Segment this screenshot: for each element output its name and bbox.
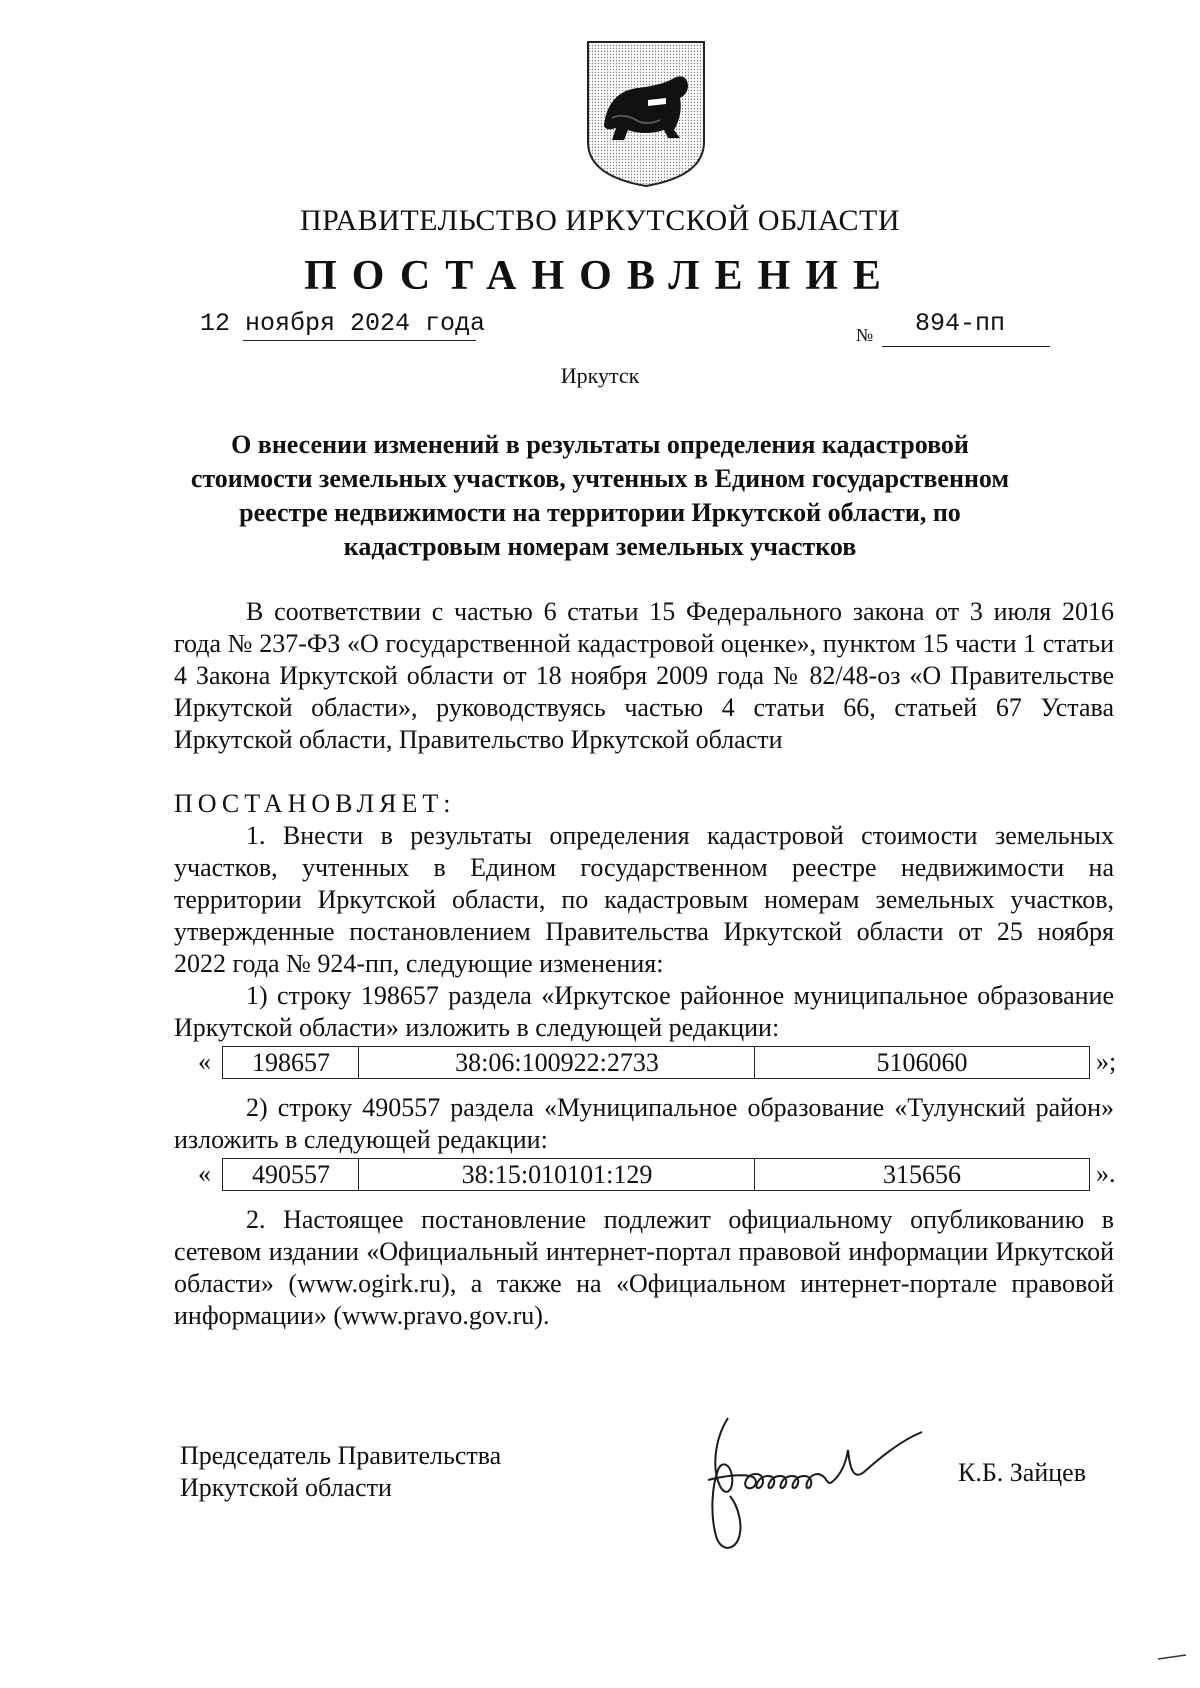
cadastral-number-cell: 38:06:100922:2733 (358, 1046, 755, 1079)
quote-close: »; (1096, 1047, 1117, 1076)
table-row (174, 1158, 1124, 1192)
signature-icon (694, 1410, 944, 1555)
cadastral-number-cell: 38:15:010101:129 (358, 1158, 755, 1191)
document-number: 894-пп (915, 309, 1006, 338)
coat-of-arms-icon (582, 38, 710, 188)
signer-position (180, 1440, 501, 1504)
signer-position-line-1: Председатель Правительства (180, 1441, 502, 1470)
decree-word: ПОСТАНОВЛЯЕТ: (174, 789, 456, 818)
scan-mark-icon (1158, 1654, 1186, 1660)
city: Иркутск (560, 363, 640, 388)
signer-name: К.Б. Зайцев (958, 1458, 1086, 1487)
row-id-cell: 490557 (222, 1158, 359, 1191)
document-date: 12 ноября 2024 года (200, 309, 486, 338)
item-2-paragraph: 2. Настоящее постановление подлежит официальному опубликованию в сетевом издании «Официальный интернет-портал правовой информации Иркутской области» (www.ogirk.ru), а также на «Официальном интернет-портале правовой информации» (www.pravo.gov.ru). (174, 1205, 1114, 1330)
date-underline (243, 340, 476, 341)
document-type: ПОСТАНОВЛЕНИЕ (304, 253, 896, 299)
cadastral-value-cell: 315656 (754, 1158, 1090, 1191)
government-name: ПРАВИТЕЛЬСТВО ИРКУТСКОЙ ОБЛАСТИ (299, 204, 901, 237)
document-title: О внесении изменений в результаты определения кадастровой стоимости земельных участков, учтенных в Едином государственном реестре недвижимости на территории Иркутской области, по кадастровым номерам земельных участков (190, 430, 1010, 561)
subitem-1-paragraph: 1) строку 198657 раздела «Иркутское районное муниципальное образование Иркутской области» изложить в следующей редакции: (174, 981, 1114, 1042)
intro-paragraph: В соответствии с частью 6 статьи 15 Федерального закона от 3 июля 2016 года № 237-ФЗ «О государственной кадастровой оценке», пунктом 15 части 1 статьи 4 Закона Иркутской области от 18 ноября 2009 года № 82/48-оз «О Правительстве Иркутской области», руководствуясь частью 4 статьи 66, статьей 67 Устава Иркутской области, Правительство Иркутской области (174, 597, 1114, 754)
number-underline (882, 346, 1050, 347)
subitem-2-paragraph: 2) строку 490557 раздела «Муниципальное образование «Тулунский район» изложить в следующей редакции: (174, 1093, 1114, 1154)
quote-close: ». (1096, 1159, 1116, 1188)
quote-open: « (198, 1159, 211, 1188)
item-1-paragraph: 1. Внести в результаты определения кадастровой стоимости земельных участков, учтенных в Едином государственном реестре недвижимости на территории Иркутской области, по кадастровым номерам земельных участков, утвержденные постановлением Правительства Иркутской области от 25 ноября 2022 года № 924-пп, следующие изменения: (174, 821, 1114, 978)
signer-position-line-2: Иркутской области (180, 1473, 392, 1502)
quote-open: « (198, 1047, 211, 1076)
cadastral-value-cell: 5106060 (754, 1046, 1090, 1079)
table-row (174, 1046, 1124, 1080)
row-id-cell: 198657 (222, 1046, 359, 1079)
number-sign: № (856, 325, 874, 345)
